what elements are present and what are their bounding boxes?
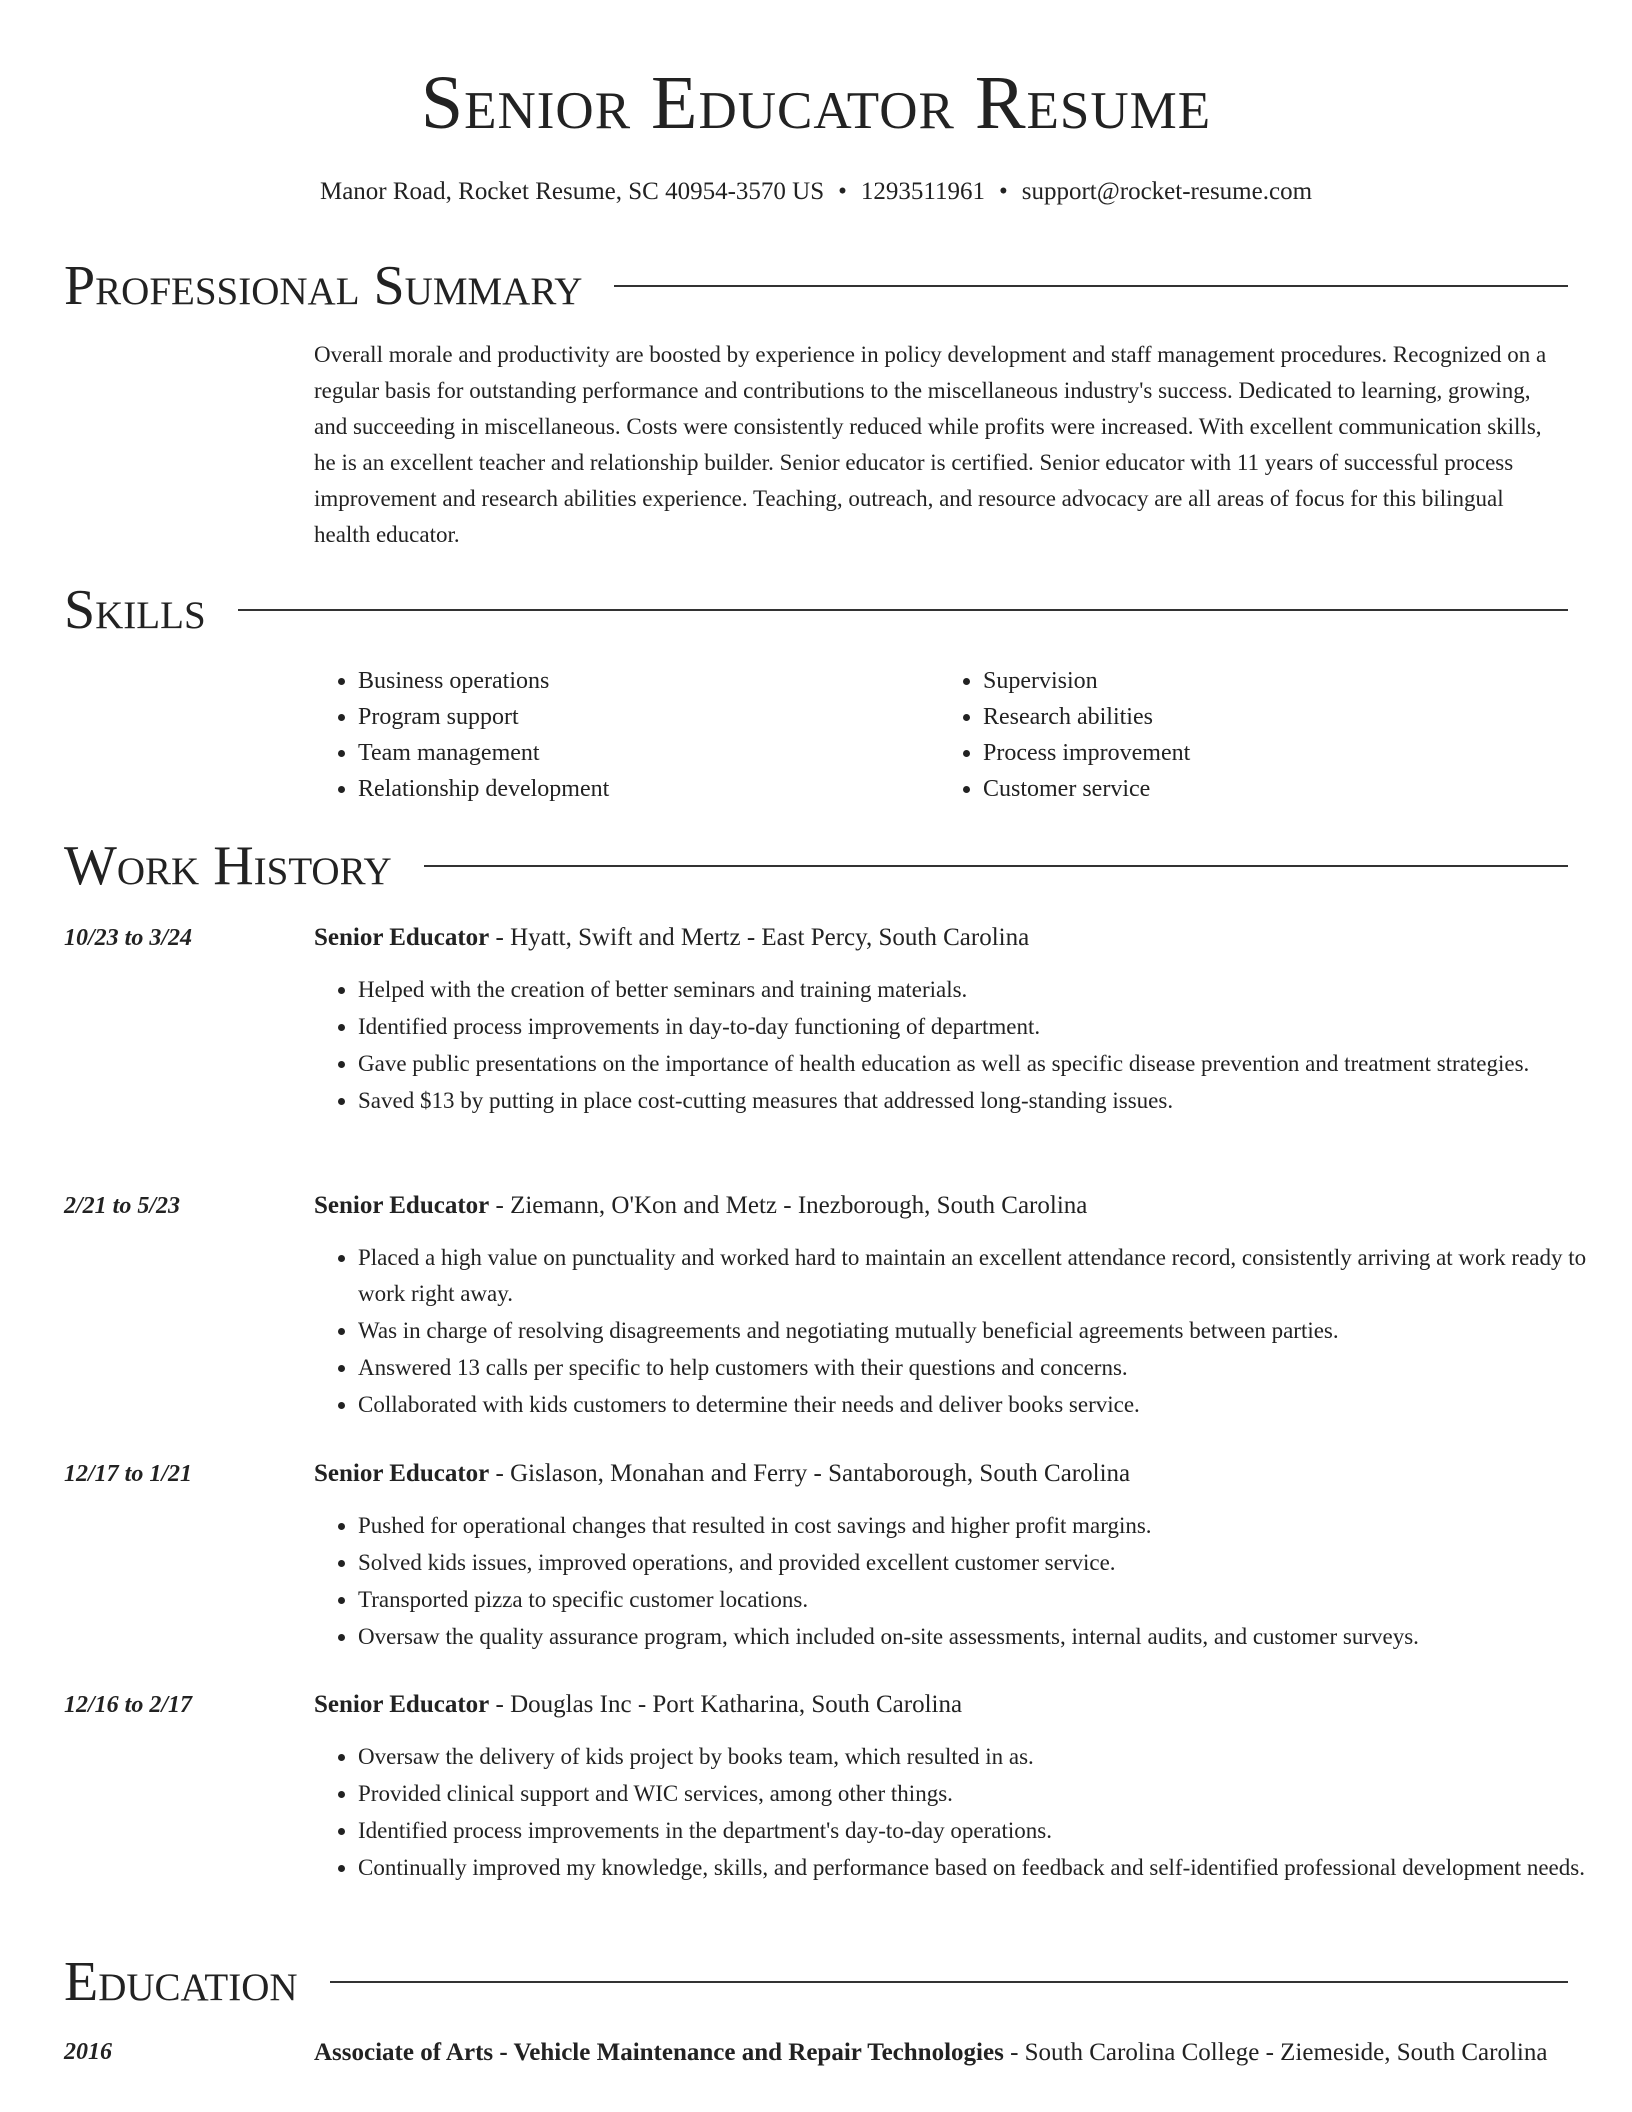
job-bullets (314, 1508, 1612, 1656)
contact-address: Manor Road, Rocket Resume, SC 40954-3570 US (319, 178, 825, 205)
skill-item: • Supervision (983, 663, 1564, 699)
contact-email: support@rocket-resume.com (1021, 178, 1313, 205)
job-dates: 12/16 to 2/17 (64, 1692, 193, 1718)
section-header-summary (64, 254, 1568, 318)
job-bullet: • Continually improved my knowledge, skills, and performance based on feedback and self-identified professional development needs. (358, 1850, 1612, 1886)
job-employer: - Hyatt, Swift and Mertz - East Percy, South Carolina (489, 924, 1030, 951)
job-bullets (314, 972, 1612, 1120)
skills-list (314, 663, 1564, 807)
skill-item: • Business operations (358, 663, 939, 699)
job-heading (314, 920, 1564, 956)
job-bullet: • Placed a high value on punctuality and worked hard to maintain an excellent attendance record, consistently arriving at work ready to work right away. (358, 1240, 1612, 1312)
job-bullet: • Answered 13 calls per specific to help customers with their questions and concerns. (358, 1350, 1612, 1386)
job-bullet: • Collaborated with kids customers to determine their needs and deliver books service. (358, 1387, 1612, 1423)
job-title: Senior Educator (314, 924, 490, 951)
job-bullet: • Oversaw the delivery of kids project by books team, which resulted in as. (358, 1739, 1612, 1775)
skills-column-right (939, 663, 1564, 807)
section-divider (330, 1981, 1568, 1983)
job-bullet: • Transported pizza to specific customer locations. (358, 1582, 1612, 1618)
section-header-education (64, 1950, 1568, 2014)
education-date: 2016 (64, 2039, 112, 2065)
job-bullet: • Solved kids issues, improved operations, and provided excellent customer service. (358, 1545, 1612, 1581)
job-bullet: • Provided clinical support and WIC services, among other things. (358, 1776, 1612, 1812)
job-title: Senior Educator (314, 1192, 490, 1219)
skill-item: • Research abilities (983, 699, 1564, 735)
job-title: Senior Educator (314, 1460, 490, 1487)
section-header-skills (64, 578, 1568, 642)
job-heading (314, 1456, 1564, 1492)
job-employer: - Gislason, Monahan and Ferry - Santaborough, South Carolina (489, 1460, 1131, 1487)
job-bullet: • Was in charge of resolving disagreements and negotiating mutually beneficial agreements between parties. (358, 1313, 1612, 1349)
job-title: Senior Educator (314, 1691, 490, 1718)
job-dates: 10/23 to 3/24 (64, 925, 193, 951)
education-school: - South Carolina College - Ziemeside, South Carolina (1003, 2039, 1548, 2066)
section-title-education: Education (64, 1951, 298, 2013)
job-bullet: • Helped with the creation of better seminars and training materials. (358, 972, 1612, 1008)
section-title-skills: Skills (64, 579, 206, 641)
job-bullet: • Identified process improvements in the department's day-to-day operations. (358, 1813, 1612, 1849)
contact-phone: 1293511961 (860, 178, 985, 205)
summary-paragraph: Overall morale and productivity are boosted by experience in policy development and staff management procedures. Recognized on a regular basis for outstanding performance and contributions to the miscellaneous industry's success. Dedicated to learning, growing, and succeeding in miscellaneous. Costs were consistently reduced while profits were increased. With excellent communication skills, he is an excellent teacher and relationship builder. Senior educator is certified. Senior educator with 11 years of successful process improvement and research abilities experience. Teaching, outreach, and resource advocacy are all areas of focus for this bilingual health educator. (314, 342, 1547, 547)
skill-item: • Customer service (983, 771, 1564, 807)
section-title-summary: Professional Summary (64, 255, 583, 317)
skill-item: • Team management (358, 735, 939, 771)
contact-separator: • (838, 178, 847, 205)
job-employer: - Ziemann, O'Kon and Metz - Inezborough, South Carolina (489, 1192, 1088, 1219)
section-divider (424, 865, 1568, 867)
skills-column-left (314, 663, 939, 807)
job-heading (314, 1188, 1564, 1224)
education-degree: Associate of Arts - Vehicle Maintenance and Repair Technologies (314, 2039, 1004, 2066)
contact-separator: • (998, 178, 1008, 205)
section-title-work-history: Work History (64, 835, 392, 897)
section-header-work-history (64, 834, 1568, 898)
job-dates: 2/21 to 5/23 (64, 1193, 181, 1219)
skill-item: • Relationship development (358, 771, 939, 807)
job-bullet: • Gave public presentations on the importance of health education as well as specific disease prevention and treatment strategies. (358, 1046, 1612, 1082)
skill-item: • Process improvement (983, 735, 1564, 771)
job-employer: - Douglas Inc - Port Katharina, South Carolina (489, 1691, 963, 1718)
section-divider (238, 609, 1568, 611)
job-bullet: • Saved $13 by putting in place cost-cutting measures that addressed long-standing issues. (358, 1083, 1612, 1119)
skill-item: • Program support (358, 699, 939, 735)
job-bullets (314, 1739, 1612, 1887)
job-dates: 12/17 to 1/21 (64, 1461, 193, 1487)
education-heading (314, 2034, 1614, 2072)
section-divider (614, 285, 1568, 287)
job-bullets (314, 1240, 1612, 1424)
job-heading (314, 1687, 1564, 1723)
resume-title: Senior Educator Resume (420, 61, 1212, 145)
contact-line (0, 175, 1632, 209)
job-bullet: • Oversaw the quality assurance program, which included on-site assessments, internal audits, and customer surveys. (358, 1619, 1612, 1655)
job-bullet: • Pushed for operational changes that resulted in cost savings and higher profit margins. (358, 1508, 1612, 1544)
job-bullet: • Identified process improvements in day-to-day functioning of department. (358, 1009, 1612, 1045)
